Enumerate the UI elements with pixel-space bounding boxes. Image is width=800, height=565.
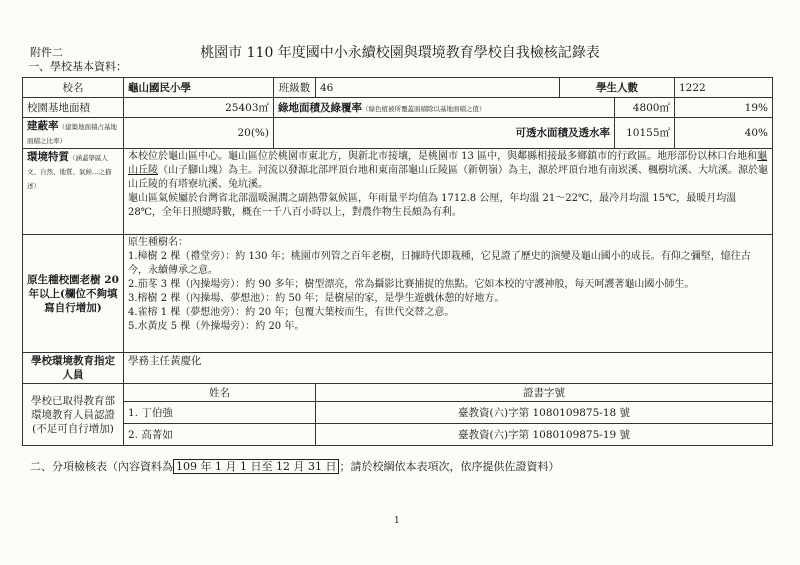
section-2-period-box: 109 年 1 月 1 日至 12 月 31 日 — [173, 459, 339, 474]
green-rate-value: 19% — [675, 98, 773, 118]
env-text-a: 本校位於龜山區中心。龜山區位於桃園市東北方，與新北市接壤，是桃園市 13 區中，與鄰縣相接最多鄉鎮市的行政區。地形部份以林口台地和 — [128, 151, 758, 162]
base-area-label: 校園基地面積 — [23, 98, 124, 118]
page-title: 桃園市 110 年度國中小永續校園與環境教育學校自我檢核記錄表 — [200, 45, 600, 61]
building-coverage-note: （建築地面積占基地面積之比率） — [27, 123, 117, 145]
old-trees-list — [124, 235, 773, 353]
school-name-label: 校名 — [23, 78, 124, 98]
environment-paragraph-2: 龜山區氣候屬於台灣省北部溫暖濕潤之副熱帶氣候區，年雨量平均值為 1712.8 公厘，年均溫 21～22℃，最冷月均溫 15℃，最暖月均溫 28℃，全年日照總時數，概在一千八百小時以上，對農作物生長頗為有利。 — [128, 193, 737, 218]
section-2-suffix: ；請於校綱依本表項次，依序提供佐證資料） — [339, 460, 560, 473]
page-number: 1 — [394, 516, 400, 526]
class-count-value: 46 — [316, 78, 560, 98]
student-count-value: 1222 — [675, 78, 773, 98]
permeable-area-label: 可透水面積及透水率 — [274, 118, 615, 149]
green-area-value: 4800㎡ — [615, 98, 675, 118]
green-area-note: （綠色植被所覆蓋面積除以基地面積之值） — [362, 104, 486, 113]
old-trees-intro: 原生種樹名： — [128, 237, 188, 248]
permeable-rate-value: 40% — [675, 118, 773, 149]
tree-item: 2.茄苳 3 棵（內操場旁）：約 90 多年；樹型漂亮，常為攝影比賽捕捉的焦點。它如本校的守護神般，每天呵護著龜山國小師生。 — [128, 279, 695, 290]
annex-label: 附件二 — [30, 46, 63, 59]
cert-row-name: 1. 丁伯強 — [124, 402, 316, 424]
environment-paragraph-1 — [128, 150, 768, 192]
permeable-area-value: 10155㎡ — [615, 118, 675, 149]
school-name-value: 龜山國民小學 — [124, 78, 274, 98]
cert-col-name: 姓名 — [124, 384, 316, 402]
class-count-label: 班級數 — [274, 78, 316, 98]
green-area-label: 綠地面積及綠覆率 — [278, 101, 362, 114]
section-2-prefix: 二、分項檢核表（內容資料為 — [30, 460, 173, 473]
environment-label-cell — [23, 149, 124, 235]
cert-row-name: 2. 高菁如 — [124, 424, 316, 446]
environment-note: （涵蓋學區人文、自然、地質、氣候…之描述） — [27, 154, 112, 190]
old-trees-label: 原生種校園老樹 20 年以上(欄位不夠填寫自行增加) — [23, 235, 124, 353]
cert-row-number: 臺教資(六)字第 1080109875-18 號 — [316, 402, 773, 424]
green-area-label-cell — [274, 98, 615, 118]
building-coverage-label-cell — [23, 118, 124, 149]
tree-item: 4.雀榕 1 棵（夢想池旁）：約 20 年；包覆大葉桉而生，有世代交替之意。 — [128, 307, 455, 318]
school-basic-info-table — [22, 77, 773, 446]
base-area-value: 25403㎡ — [124, 98, 274, 118]
cert-row-number: 臺教資(六)字第 1080109875-19 號 — [316, 424, 773, 446]
tree-item: 5.水黃皮 5 棵（外操場旁）：約 20 年。 — [128, 321, 305, 332]
environment-label: 環境特質 — [27, 151, 69, 163]
designated-staff-value: 學務主任黃慶化 — [124, 353, 773, 384]
building-coverage-label: 建蔽率 — [27, 120, 59, 132]
section-1-heading: 一、學校基本資料： — [28, 60, 127, 73]
environment-description — [124, 149, 773, 235]
certified-staff-label: 學校已取得教育部環境教育人員認證(不足可自行增加) — [23, 384, 124, 446]
tree-item: 1.樟樹 2 棵（禮堂旁）：約 130 年；桃園市列管之百年老樹，日據時代即栽種，它見證了歷史的演變及龜山國小的成長。有仰之彌堅，憶往古今，永續傳承之意。 — [128, 251, 751, 276]
tree-item: 3.榕樹 2 棵（內操場、夢想池）：約 50 年；是樹屋的家，是學生遊戲休憩的好地方。 — [128, 293, 505, 304]
env-text-c: （山子腳山塊）為主。河流以發源北部坪頂台地和東南部龜山丘陵區（新朝嶺）為主，源於坪頂台地有南崁溪、楓樹坑溪、大坑溪。源於龜山丘陵的有塔寮坑溪、兔坑溪。 — [128, 165, 768, 190]
building-coverage-value: 20(%) — [124, 118, 274, 149]
designated-staff-label: 學校環境教育指定人員 — [23, 353, 124, 384]
section-2-heading — [30, 458, 559, 474]
student-count-label: 學生人數 — [560, 78, 675, 98]
env-text-underlined: 龜山丘陵 — [128, 151, 768, 176]
cert-col-number: 證書字號 — [316, 384, 773, 402]
